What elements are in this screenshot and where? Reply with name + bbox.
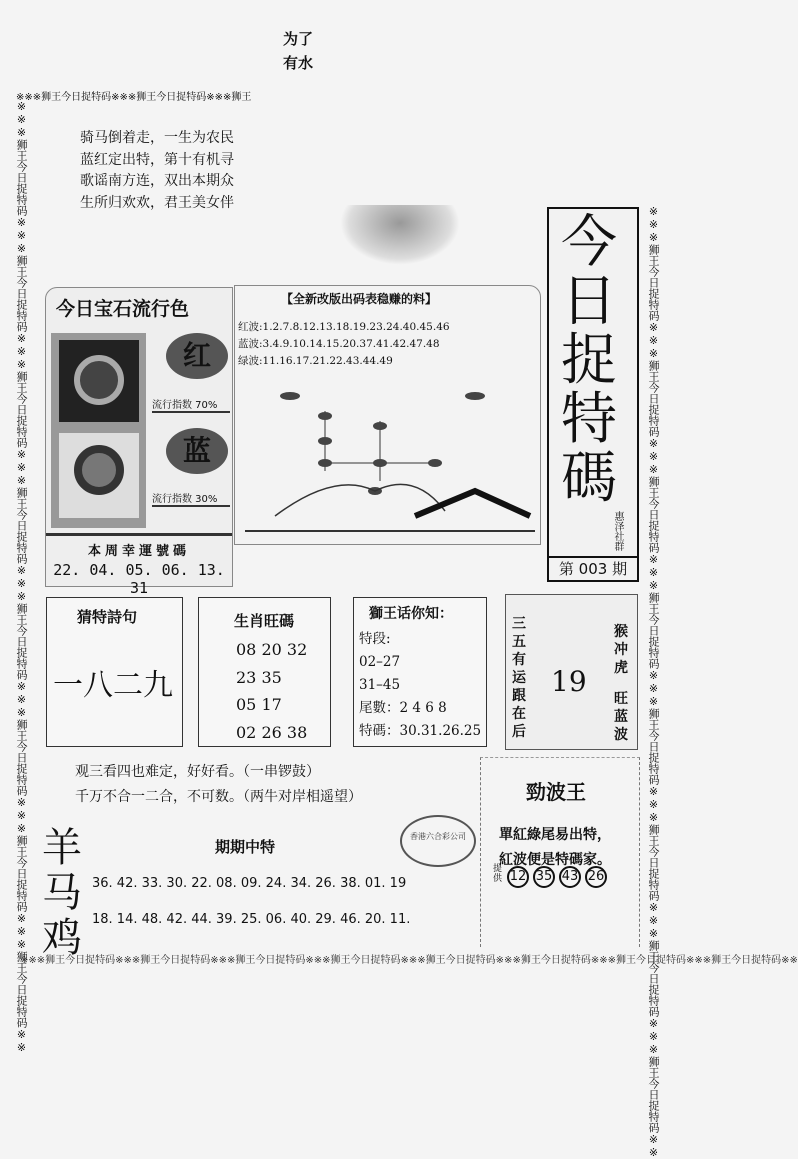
masthead-char: 今 [561, 210, 617, 275]
gem-panel [45, 287, 233, 597]
lion-line: 02–27 [359, 654, 401, 670]
red-index: 流行指数 70% [152, 396, 230, 413]
waves-panel [234, 285, 541, 545]
color-red-badge: 红 [166, 333, 228, 379]
wave-king-title: 勁波王 [526, 780, 586, 804]
header-line2: 有水 [283, 54, 314, 72]
wave-diagram [235, 381, 542, 541]
poem-guess-title: 猜特詩句 [77, 608, 138, 626]
poem-line: 骑马倒着走，一生为农民 [80, 130, 234, 146]
zodiac-char: 马 [42, 870, 82, 916]
green-wave: 绿波:11.16.17.21.22.43.44.49 [238, 355, 393, 367]
waves-title: 【全新改版出码表稳赚的料】 [281, 292, 438, 306]
number-ball: 26 [585, 866, 607, 888]
number-ball: 35 [533, 866, 555, 888]
poem-guess-box [46, 597, 183, 747]
fortune-number: 19 [551, 665, 587, 698]
fortune-right1: 猴冲虎 [614, 624, 628, 676]
gem-image-blue [59, 433, 139, 518]
fortune-right2: 旺蓝波 [614, 691, 628, 743]
masthead-char: 捉 [561, 328, 617, 393]
lion-box [353, 597, 487, 747]
top-poem [80, 128, 234, 214]
zodiac-row: 02 26 38 [236, 722, 308, 742]
fortune-box [505, 594, 638, 750]
blue-wave: 蓝波:3.4.9.10.14.15.20.37.41.42.47.48 [238, 338, 440, 350]
left-border-text: ※※※狮王今日捉特码※※※狮王今日捉特码※※※狮王今日捉特码※※※狮王今日捉特码※※※狮王今日捉特码※※※狮王今日捉特码※※※狮王今日捉特码※※※狮王今日捉特码※※ [15, 100, 28, 1054]
lion-line: 31–45 [359, 677, 401, 693]
zodiac-char: 鸡 [42, 915, 82, 961]
color-blue-badge: 蓝 [166, 428, 228, 474]
zodiac-row: 05 17 [236, 695, 282, 714]
lucky-label: 本周幸運號碼 [87, 544, 190, 559]
red-wave: 红波:1.2.7.8.12.13.18.19.23.24.40.45.46 [238, 321, 450, 333]
masthead-char: 碼 [561, 446, 617, 511]
masthead-char: 特 [561, 387, 617, 452]
gem-image-red [59, 340, 139, 422]
right-border-text: ※※※狮王今日捉特码※※※狮王今日捉特码※※※狮王今日捉特码※※※狮王今日捉特码※※※狮王今日捉特码※※※狮王今日捉特码※※※狮王今日捉特码※※※狮王今日捉特码※※ [647, 205, 660, 1159]
zodiac-box [198, 597, 331, 747]
bottom-row1: 36. 42. 33. 30. 22. 08. 09. 24. 34. 26. 38. 01. 19 [92, 876, 407, 891]
poem-line: 生所归欢欢，君王美女伴 [80, 194, 234, 211]
poem-line: 歌谣南方连，双出本期众 [80, 173, 234, 189]
wave-king-line: 單紅綠尾易出特， [499, 827, 611, 843]
wave-king-line: 紅波便是特碼家。 [499, 852, 611, 868]
poem-guess-answer: 一八二九 [53, 668, 173, 703]
zodiac-row: 08 20 32 [236, 640, 308, 659]
stamp: 香港六合彩公司 [400, 815, 476, 867]
blue-index: 流行指数 30% [152, 490, 230, 507]
lion-line: 尾數：2 4 6 8 [359, 700, 447, 716]
poem-line: 蓝红定出特，第十有机寻 [80, 151, 234, 168]
bottom-title: 期期中特 [215, 838, 276, 856]
number-ball: 12 [507, 866, 529, 888]
issue-number: 第 003 期 [549, 556, 637, 580]
lion-line: 特段: [359, 631, 391, 647]
zodiac-row: 23 35 [236, 667, 282, 687]
lion-line: 特碼：30.31.26.25 [359, 723, 482, 739]
masthead-char: 日 [561, 269, 617, 334]
top-border-text: ※※※狮王今日捉特码※※※狮王今日捉特码※※※狮王 [16, 92, 252, 103]
bottom-zodiac [42, 826, 82, 961]
riddle-line: 观三看四也难定，好好看。（一串锣鼓） [75, 764, 320, 780]
bottom-row2: 18. 14. 48. 42. 44. 39. 25. 06. 40. 29. 46. 20. 11. [92, 912, 411, 927]
provided-label: 提供 [493, 864, 503, 884]
fortune-left: 三五有运跟在后 [512, 616, 526, 740]
gem-title: 今日宝石流行色 [56, 298, 190, 320]
publisher: 惠泽社群 [612, 511, 623, 551]
bottom-border-text: ※※※狮王今日捉特码※※※狮王今日捉特码※※※狮王今日捉特码※※※狮王今日捉特码※※※狮王今日捉特码※※※狮王今日捉特码※※※狮王今日捉特码※※※狮王今日捉特码※※ [20, 955, 798, 966]
zodiac-title: 生肖旺碼 [234, 612, 295, 630]
lucky-numbers: 22. 04. 05. 06. 13. 31 [53, 561, 225, 597]
decorative-illustration [340, 205, 460, 265]
header-line1: 为了 [283, 30, 314, 48]
masthead [547, 207, 639, 582]
wave-king-box [480, 757, 640, 947]
riddle-line: 千万不合一二合，不可数。（两牛对岸相遥望） [75, 789, 362, 805]
number-ball: 43 [559, 866, 581, 888]
lion-title: 獅王话你知： [369, 606, 453, 622]
zodiac-char: 羊 [42, 825, 82, 871]
